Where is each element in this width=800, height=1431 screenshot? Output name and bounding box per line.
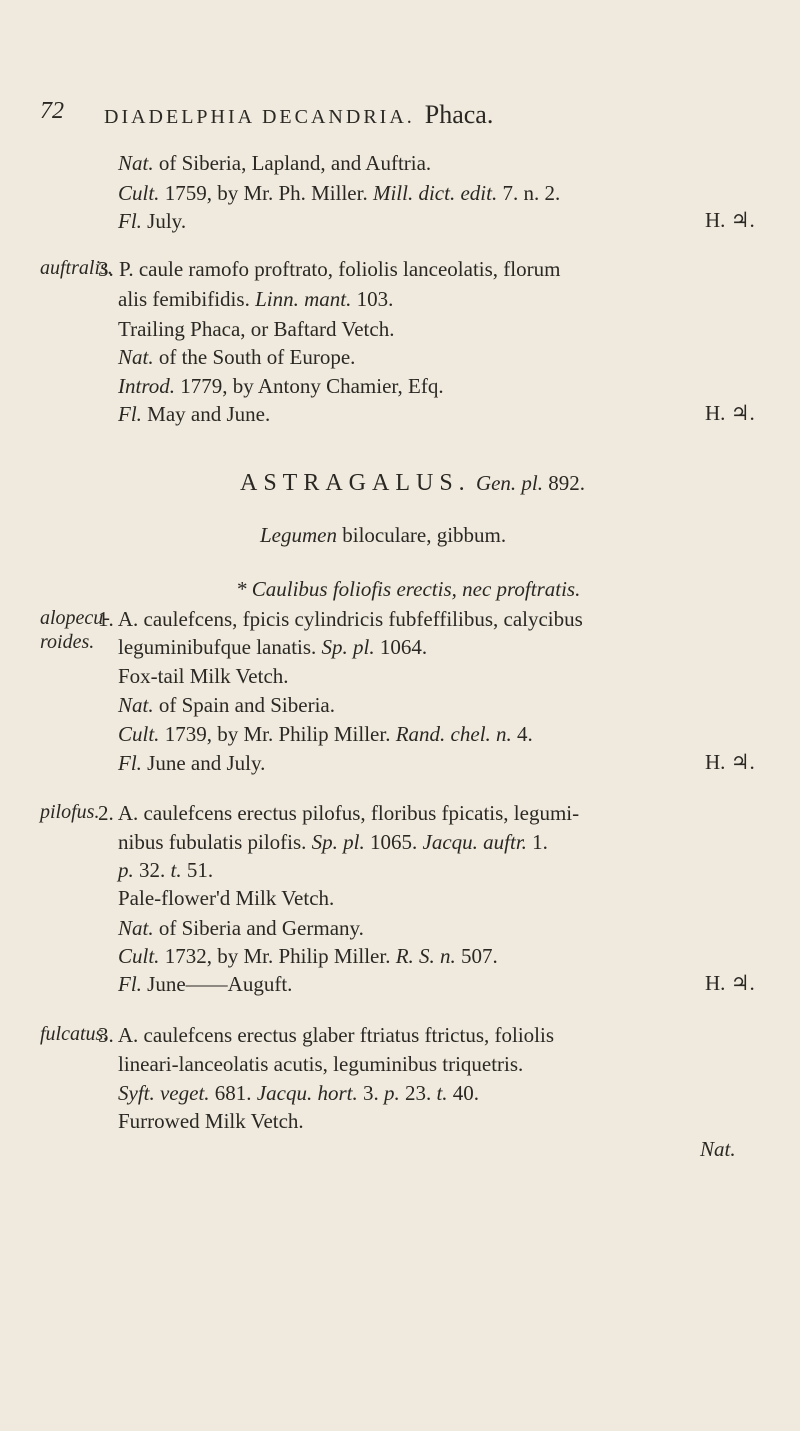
reference: Jacqu. hort. [256,1081,358,1105]
reference: Sp. pl. [321,635,375,659]
fl-label: Fl. [118,402,142,426]
habit-mark: H. ♃. [705,208,755,232]
reference-number: 1064. [374,635,428,659]
cult-tail: 7. n. 2. [497,181,561,205]
genus-ref: Gen. pl. [475,471,544,495]
page-number-ref: 32. [133,858,171,882]
nat-label: Nat. [118,345,154,369]
running-head [104,100,764,130]
cult-text: 1732, by Mr. Philip Miller. [159,944,396,968]
nat-line [118,344,355,370]
page-number-ref: 23. [399,1081,437,1105]
nat-text: of the South of Europe. [153,345,356,369]
genus-ref-number: 892. [543,471,586,495]
cult-tail: 4. [511,722,533,746]
fl-text: June——Auguft. [141,972,293,996]
reference: Syft. veget. [118,1081,210,1105]
section-heading: * Caulibus foliofis erectis, nec proftratis. [236,577,581,601]
fl-line [118,971,292,997]
diagnosis-line: lineari-lanceolatis acutis, leguminibus triquetris. [118,1052,524,1076]
nat-line [118,692,335,718]
reference: Sp. pl. [311,830,365,854]
common-name: Fox-tail Milk Vetch. [118,664,289,688]
fl-label: Fl. [118,751,142,775]
margin-name: fulcatus. [40,1023,109,1045]
plate-abbr: t. [170,858,182,882]
nat-text: of Spain and Siberia. [153,693,335,717]
diagnosis-line: 1. A. caulefcens, fpicis cylindricis fubfeffilibus, calycibus [98,607,583,631]
introd-text: 1779, by Antony Chamier, Efq. [174,374,444,398]
page-abbr: p. [383,1081,400,1105]
diagnosis-line: 3. P. caule ramofo proftrato, foliolis lanceolatis, florum [98,257,561,281]
running-title: DIADELPHIA DECANDRIA. [104,106,415,128]
diagnosis-text: nibus fubulatis pilofis. [118,830,312,854]
reference-line [118,1080,479,1106]
cult-line [118,721,533,747]
diagnosis-text: leguminibufque lanatis. [118,635,322,659]
cult-label: Cult. [118,944,160,968]
reference-number: 1065. [364,830,423,854]
cult-text: 1759, by Mr. Ph. Miller. [159,181,373,205]
plate-number: 51. [181,858,214,882]
margin-name-1: alopecu- [40,607,110,629]
page-number: 72 [40,98,64,124]
fl-label: Fl. [118,209,142,233]
margin-name: auftralis. [40,257,113,279]
plate-abbr: t. [436,1081,448,1105]
diagnosis-line [118,829,548,855]
genus-title: ASTRAGALUS. [240,470,471,496]
fl-line [118,401,270,427]
common-name: Trailing Phaca, or Baftard Vetch. [118,317,395,341]
fl-line [118,208,186,234]
diagnosis-text: alis femibifidis. [118,287,256,311]
margin-name-2: roides. [40,631,95,653]
habit-mark: H. ♃. [705,401,755,425]
fl-line [118,750,265,776]
generic-character [260,522,506,548]
cult-text: 1739, by Mr. Philip Miller. [159,722,396,746]
nat-line [118,150,431,176]
reference: Jacqu. auftr. [422,830,527,854]
nat-text: of Siberia and Germany. [153,916,364,940]
common-name: Pale-flower'd Milk Vetch. [118,886,335,910]
cult-line [118,180,560,206]
cult-ref: Mill. dict. edit. [372,181,498,205]
nat-label: Nat. [118,916,154,940]
habit-mark: H. ♃. [705,971,755,995]
plate-number: 40. [447,1081,480,1105]
catchword: Nat. [700,1137,736,1161]
genus-heading [240,470,585,496]
cult-label: Cult. [118,722,160,746]
cult-ref: Rand. chel. n. [395,722,512,746]
running-genus: Phaca. [424,100,494,129]
fl-text: May and June. [141,402,271,426]
diagnosis-line [118,634,427,660]
nat-text: of Siberia, Lapland, and Auftria. [153,151,432,175]
page-abbr: p. [118,858,134,882]
character-term: Legumen [260,523,337,547]
reference-number: 103. [351,287,394,311]
cult-line [118,943,498,969]
diagnosis-line [118,857,213,883]
margin-name: pilofus. [40,801,100,823]
reference-number: 3. [357,1081,384,1105]
cult-label: Cult. [118,181,160,205]
diagnosis-line: 2. A. caulefcens erectus pilofus, floribus fpicatis, legumi- [98,801,580,825]
introd-line [118,373,444,399]
diagnosis-line: 3. A. caulefcens erectus glaber ftriatus ftrictus, foliolis [98,1023,555,1047]
character-text: biloculare, gibbum. [337,523,507,547]
nat-label: Nat. [118,693,154,717]
diagnosis-line [118,286,393,312]
common-name: Furrowed Milk Vetch. [118,1109,304,1133]
reference: Linn. mant. [255,287,352,311]
nat-label: Nat. [118,151,154,175]
reference-number: 1. [526,830,548,854]
introd-label: Introd. [118,374,175,398]
fl-text: June and July. [141,751,266,775]
nat-line [118,915,364,941]
reference-number: 681. [209,1081,257,1105]
fl-label: Fl. [118,972,142,996]
fl-text: July. [141,209,187,233]
cult-ref: R. S. n. [395,944,456,968]
habit-mark: H. ♃. [705,750,755,774]
cult-tail: 507. [455,944,498,968]
